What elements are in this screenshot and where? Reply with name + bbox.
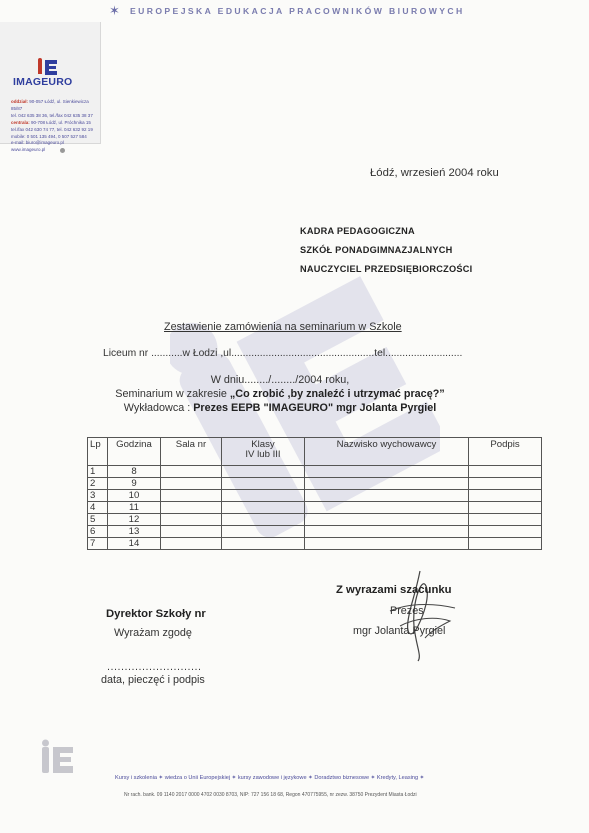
cell-sala <box>161 514 222 526</box>
header-godzina: Godzina <box>108 438 161 466</box>
contact-text: tel./fax 042 630 74 77, tel. 042 632 92 19 <box>11 126 93 132</box>
addressee-line: KADRA PEDAGOGICZNA <box>300 226 415 236</box>
footer-bank-info: Nr rach. bank. 09 1140 2017 0000 4702 0030 8703, NIP: 727 156 18 68, Regon 470775955, nr zezw. 38750 Prezydent Miasta Łodzi <box>124 792 417 798</box>
bullet-dot <box>60 148 65 153</box>
contact-text: 90-708 Łódź, ul. Próchnika 15 <box>31 119 91 125</box>
contact-line <box>11 147 99 154</box>
cell-sala <box>161 538 222 550</box>
cell-godzina: 9 <box>108 478 161 490</box>
seminar-date-line <box>70 374 490 386</box>
cell-nazwisko <box>305 490 469 502</box>
addressee-line: NAUCZYCIEL PRZEDSIĘBIORCZOŚCI <box>300 264 473 274</box>
table-row <box>88 538 542 550</box>
contact-text: tel. 042 635 38 36, tel./fax 042 635 38 37 <box>11 112 93 118</box>
cell-nazwisko <box>305 478 469 490</box>
cell-sala <box>161 466 222 478</box>
footer-services: Kursy i szkolenia ✶ wiedza o Unii Europejskiej ✶ kursy zawodowe i językowe ✶ Doradztwo biznesowe ✶ Kredyty, Leasing ✶ <box>115 775 425 781</box>
lecturer-prefix: Wykładowca : <box>123 402 194 414</box>
cell-lp: 5 <box>88 514 108 526</box>
cell-podpis <box>469 478 542 490</box>
table-row <box>88 490 542 502</box>
table-row <box>88 502 542 514</box>
cell-godzina: 10 <box>108 490 161 502</box>
header-lp: Lp <box>88 438 108 466</box>
director-title: Dyrektor Szkoły nr <box>106 608 206 620</box>
letter-date: Łódź, wrzesień 2004 roku <box>370 167 499 179</box>
director-caption: data, pieczęć i podpis <box>101 674 205 686</box>
cell-nazwisko <box>305 502 469 514</box>
seminar-prefix: Seminarium w zakresie <box>115 388 230 400</box>
director-approval: Wyrażam zgodę <box>114 627 192 639</box>
cell-klasy <box>222 526 305 538</box>
cell-godzina: 12 <box>108 514 161 526</box>
contact-label: oddział: <box>11 99 28 104</box>
seminar-topic-line <box>70 388 490 400</box>
cell-lp: 7 <box>88 538 108 550</box>
cell-podpis <box>469 514 542 526</box>
header-sala: Sala nr <box>161 438 222 466</box>
contact-text: www.imageuro.pl <box>11 147 46 153</box>
logo-wordmark: IMAGEURO <box>13 76 73 88</box>
header-banner <box>0 0 589 22</box>
cell-lp: 1 <box>88 466 108 478</box>
contact-details <box>11 99 99 154</box>
footer-logo-icon <box>38 737 78 777</box>
director-signature-line: ........................... <box>107 661 202 673</box>
table-row <box>88 466 542 478</box>
cell-podpis <box>469 502 542 514</box>
cell-podpis <box>469 526 542 538</box>
header-klasy-line1: Klasy <box>251 439 275 450</box>
contact-line <box>11 120 99 127</box>
lecturer-line <box>70 402 490 414</box>
subject-line: Zestawienie zamówienia na seminarium w Szkole <box>164 321 402 333</box>
contact-text: mobile: 0 501 135 494, 0 507 527 584 <box>11 133 87 139</box>
contact-text: e-mail: biuro@imageuro.pl <box>11 140 64 146</box>
cell-podpis <box>469 490 542 502</box>
cell-nazwisko <box>305 514 469 526</box>
cell-sala <box>161 502 222 514</box>
cell-godzina: 14 <box>108 538 161 550</box>
seminar-date: W dniu......../......../2004 roku, <box>210 374 350 386</box>
star-icon: ✶ <box>109 3 120 18</box>
cell-sala <box>161 478 222 490</box>
table-row <box>88 514 542 526</box>
cell-lp: 6 <box>88 526 108 538</box>
contact-label: centrala: <box>11 119 30 125</box>
cell-klasy <box>222 466 305 478</box>
company-info-box <box>0 22 101 153</box>
lecturer-name: Prezes EEPB "IMAGEURO" mgr Jolanta Pyrgiel <box>193 402 437 414</box>
cell-klasy <box>222 502 305 514</box>
contact-line <box>11 99 99 113</box>
closing-name: mgr Jolanta Pyrgiel <box>353 625 446 637</box>
imageuro-logo-icon <box>36 58 66 76</box>
header-podpis: Podpis <box>469 438 542 466</box>
contact-text: 90-057 Łódź, ul. Sienkiewicza 85/87 <box>11 99 89 111</box>
cell-nazwisko <box>305 538 469 550</box>
cell-podpis <box>469 466 542 478</box>
cell-klasy <box>222 514 305 526</box>
header-nazwisko: Nazwisko wychowawcy <box>305 438 469 466</box>
contact-line <box>11 127 99 134</box>
contact-line <box>11 134 99 141</box>
banner-text: EUROPEJSKA EDUKACJA PRACOWNIKÓW BIUROWYCH <box>130 6 465 16</box>
addressee-line: SZKÓŁ PONADGIMNAZJALNYCH <box>300 245 453 255</box>
cell-klasy <box>222 538 305 550</box>
cell-sala <box>161 490 222 502</box>
table-header-row <box>88 438 542 466</box>
cell-lp: 4 <box>88 502 108 514</box>
contact-line <box>11 140 99 147</box>
seminar-title: „Co zrobić ,by znaleźć i utrzymać pracę?” <box>229 388 445 400</box>
cell-nazwisko <box>305 466 469 478</box>
cell-sala <box>161 526 222 538</box>
header-klasy-line2: IV lub III <box>245 449 281 460</box>
cell-klasy <box>222 490 305 502</box>
school-fill-line: Liceum nr ...........w Łodzi ,ul..................................................tel........................... <box>103 348 463 359</box>
closing-title: Prezes <box>390 605 424 617</box>
cell-godzina: 13 <box>108 526 161 538</box>
header-klasy <box>222 438 305 466</box>
cell-podpis <box>469 538 542 550</box>
cell-lp: 3 <box>88 490 108 502</box>
table-row <box>88 478 542 490</box>
cell-lp: 2 <box>88 478 108 490</box>
table-row <box>88 526 542 538</box>
cell-godzina: 8 <box>108 466 161 478</box>
closing-regards: Z wyrazami szacunku <box>336 584 452 596</box>
cell-godzina: 11 <box>108 502 161 514</box>
cell-klasy <box>222 478 305 490</box>
order-table <box>87 437 542 550</box>
cell-nazwisko <box>305 526 469 538</box>
contact-line <box>11 113 99 120</box>
